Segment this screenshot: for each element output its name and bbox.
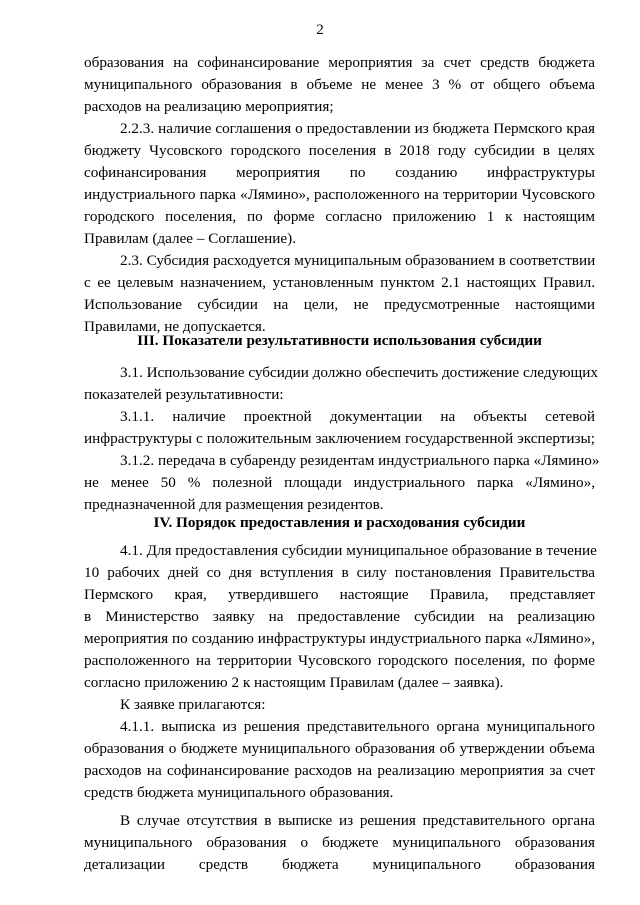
text-line: 3.1. Использование субсидии должно обеспечить достижение следующих (120, 364, 598, 381)
text-line: в Министерство заявку на предоставление субсидии на реализацию (84, 608, 595, 625)
text-line: софинансирования мероприятия по созданию инфраструктуры (84, 164, 595, 181)
page-number: 2 (316, 22, 324, 38)
section-heading-iv: IV. Порядок предоставления и расходования субсидии (153, 514, 526, 531)
text-line: не менее 50 % полезной площади индустриального парка «Лямино», (84, 474, 595, 491)
text-line: муниципального образования в объеме не менее 3 % от общего объема (84, 76, 595, 93)
text-line: расположенного на территории Чусовского городского поселения, по форме (84, 652, 595, 669)
text-line: 10 рабочих дней со дня вступления в силу постановления Правительства (84, 564, 595, 581)
text-line: 2.2.3. наличие соглашения о предоставлении из бюджета Пермского края (120, 120, 595, 137)
text-line: детализации средств бюджета муниципального образования (84, 856, 595, 873)
text-line: 4.1.1. выписка из решения представительного органа муниципального (120, 718, 595, 735)
text-line: средств бюджета муниципального образования. (84, 784, 394, 801)
text-line: городского поселения, по форме согласно приложению 1 к настоящим (84, 208, 595, 225)
text-line: предназначенной для размещения резидентов. (84, 496, 384, 513)
text-line: 2.3. Субсидия расходуется муниципальным образованием в соответствии (120, 252, 596, 269)
text-line: образования на софинансирование мероприятия за счет средств бюджета (84, 54, 595, 71)
text-line: мероприятия по созданию инфраструктуры индустриального парка «Лямино», (84, 630, 595, 647)
text-line: Правилам (далее – Соглашение). (84, 230, 297, 247)
text-line: В случае отсутствия в выписке из решения представительного органа (120, 812, 595, 829)
text-line: Правилами, не допускается. (84, 318, 266, 335)
text-line: 3.1.1. наличие проектной документации на объекты сетевой (120, 408, 595, 425)
text-line: расходов на реализацию мероприятия; (84, 98, 334, 115)
text-line: бюджету Чусовского городского поселения в 2018 году субсидии в целях (84, 142, 595, 159)
text-line: инфраструктуры с положительным заключением государственной экспертизы; (84, 430, 595, 447)
text-line: согласно приложению 2 к настоящим Правилам (далее – заявка). (84, 674, 504, 691)
text-line: 3.1.2. передача в субаренду резидентам индустриального парка «Лямино» (120, 452, 600, 469)
text-line: 4.1. Для предоставления субсидии муниципальное образование в течение (120, 542, 597, 559)
text-line: индустриального парка «Лямино», расположенного на территории Чусовского (84, 186, 595, 203)
text-line: образования о бюджете муниципального образования об утверждении объема (84, 740, 595, 757)
section-heading-iii: III. Показатели результативности использования субсидии (137, 332, 542, 349)
text-line: К заявке прилагаются: (120, 696, 266, 713)
text-line: показателей результативности: (84, 386, 284, 403)
text-line: расходов на софинансирование расходов на реализацию мероприятия за счет (84, 762, 595, 779)
text-line: Пермского края, утвердившего настоящие Правила, представляет (84, 586, 595, 603)
text-line: с ее целевым назначением, установленным пунктом 2.1 настоящих Правил. (84, 274, 595, 291)
text-line: муниципального образования о бюджете муниципального образования (84, 834, 595, 851)
text-line: Использование субсидии на цели, не предусмотренные настоящими (84, 296, 595, 313)
